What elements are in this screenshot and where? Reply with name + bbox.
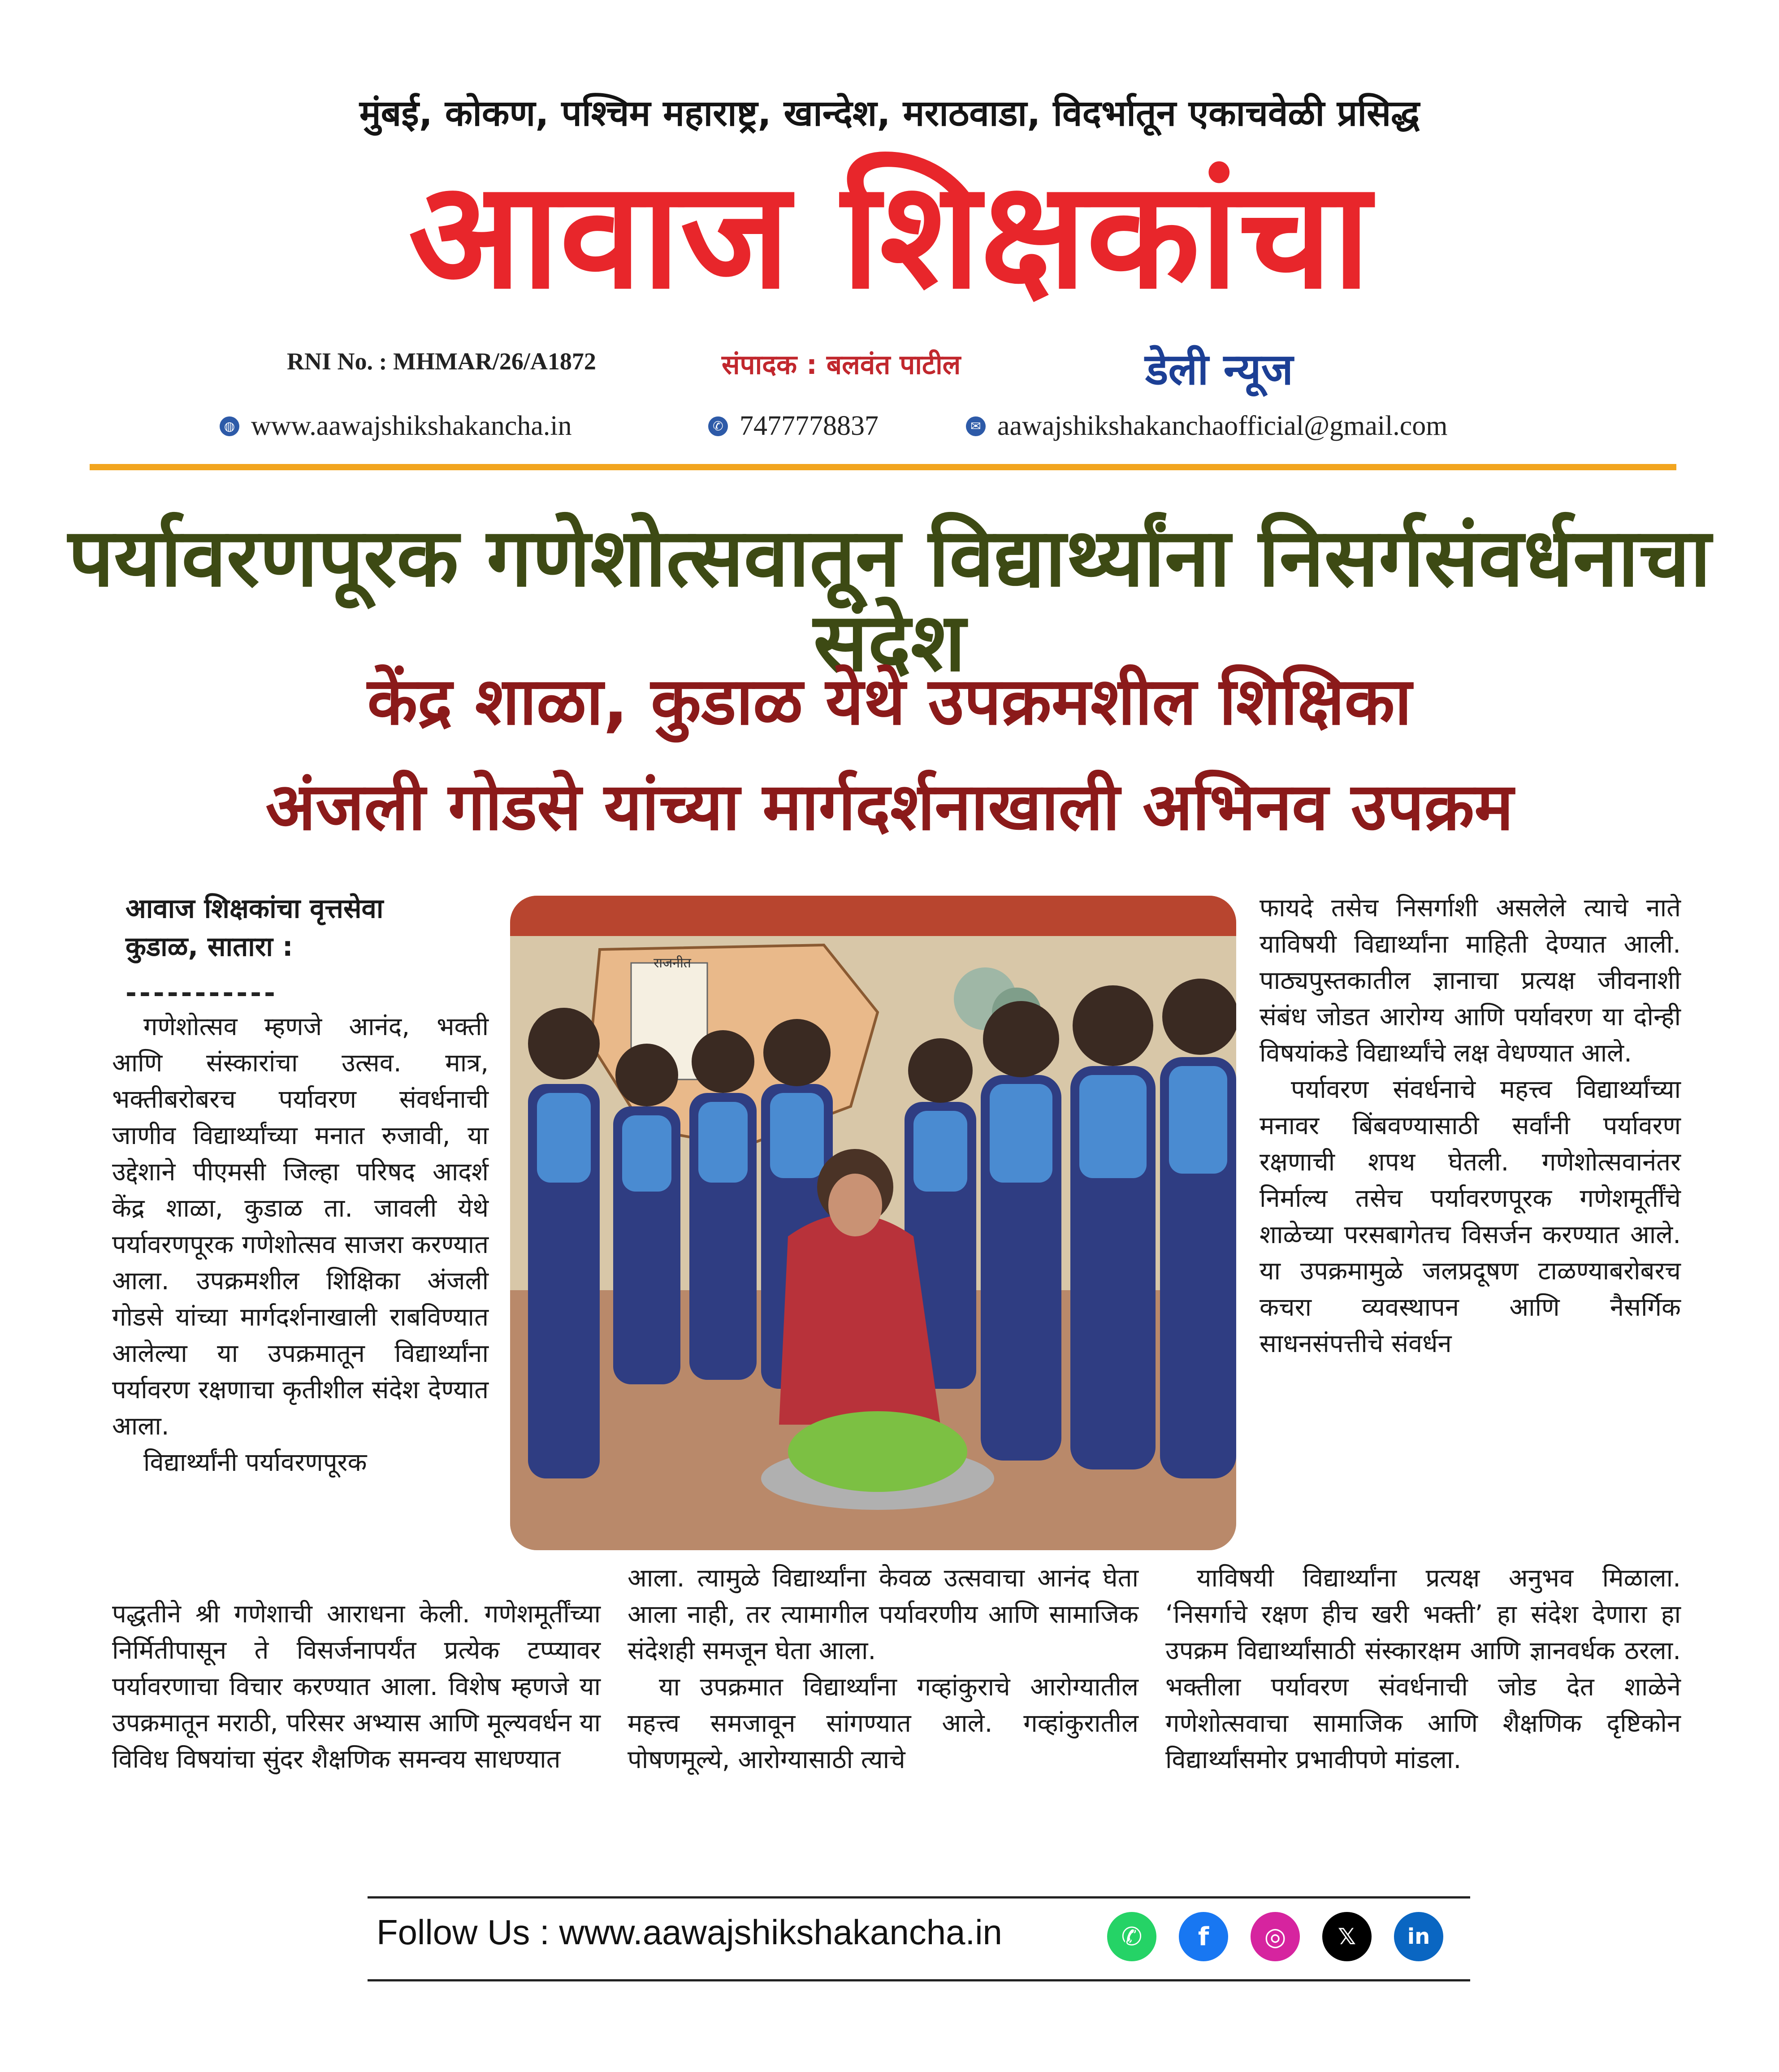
website-text[interactable]: www.aawajshikshakancha.in	[251, 411, 572, 441]
article-paragraph: फायदे तसेच निसर्गाशी असलेले त्याचे नाते याविषयी विद्यार्थ्यांना माहिती देण्यात आली. पाठ्यपुस्तकातील ज्ञानाचा प्रत्यक्ष जीवनाशी संबंध जोडत आरोग्य आणि पर्यावरण या दोन्ही विषयांकडे विद्यार्थ्यांचे लक्ष वेधण्यात आले.	[1260, 893, 1681, 1068]
phone-text[interactable]: 7477778837	[740, 411, 879, 441]
globe-icon: ◍	[220, 416, 239, 436]
classroom-photo-illustration	[510, 896, 1236, 1550]
article-column-3-lower	[1165, 1560, 1681, 1778]
map-label: राजनीत	[654, 955, 691, 971]
linkedin-icon[interactable]: in	[1394, 1912, 1443, 1961]
tagline: मुंबई, कोकण, पश्चिम महाराष्ट्र, खान्देश, मराठवाडा, विदर्भातून एकाचवेळी प्रसिद्ध	[359, 92, 1420, 134]
article-paragraph: गणेशोत्सव म्हणजे आनंद, भक्ती आणि संस्कारांचा उत्सव. मात्र, भक्तीबरोबरच पर्यावरण संवर्धनाची जाणीव विद्यार्थ्यांच्या मनात रुजावी, या उद्देशाने पीएमसी जिल्हा परिषद आदर्श केंद्र शाळा, कुडाळ ता. जावली येथे पर्यावरणपूरक गणेशोत्सव साजरा करण्यात आला. उपक्रमशील शिक्षिका अंजली गोडसे यांच्या मार्गदर्शनाखाली राबविण्यात आलेल्या या उपक्रमातून विद्यार्थ्यांना पर्यावरण रक्षणाचा कृतीशील संदेश देण्यात आला.	[112, 1012, 489, 1441]
follow-us-text[interactable]: Follow Us : www.aawajshikshakancha.in	[377, 1912, 1002, 1952]
article-column-3	[1260, 890, 1681, 1362]
article-paragraph: या उपक्रमात विद्यार्थ्यांना गव्हांकुराचे आरोग्यातील महत्त्व समजावून सांगण्यात आले. गव्हांकुरातील पोषणमूल्ये, आरोग्यासाठी त्याचे	[628, 1673, 1138, 1774]
article-column-1-lower	[112, 1596, 601, 1777]
article-paragraph: पर्यावरण संवर्धनाचे महत्त्व विद्यार्थ्यांच्या मनावर बिंबवण्यासाठी सर्वांनी पर्यावरण रक्षणाची शपथ घेतली. गणेशोत्सवानंतर निर्माल्य तसेच पर्यावरणपूरक गणेशमूर्तींचे शाळेच्या परसबागेतच विसर्जन करण्यात आले. या उपक्रमामुळे जलप्रदूषण टाळण्याबरोबरच कचरा व्यवस्थापन आणि नैसर्गिक साधनसंपत्तीचे संवर्धन	[1260, 1075, 1681, 1358]
article-column-1	[112, 1009, 489, 1481]
masthead-title: आवाज शिक्षकांचा	[408, 149, 1371, 321]
editor-name: संपादक : बलवंत पाटील	[722, 349, 961, 381]
rni-number: RNI No. : MHMAR/26/A1872	[287, 348, 596, 375]
phone-contact[interactable]	[708, 410, 879, 442]
footer-rule-top	[368, 1896, 1470, 1899]
headline: पर्यावरणपूरक गणेशोत्सवातून विद्यार्थ्यांना निसर्गसंवर्धनाचा संदेश	[68, 511, 1711, 689]
email-text[interactable]: aawajshikshakanchaofficial@gmail.com	[997, 411, 1448, 441]
phone-icon: ✆	[708, 416, 728, 436]
header-divider	[90, 464, 1676, 470]
article-column-2	[628, 1560, 1138, 1778]
whatsapp-icon[interactable]: ✆	[1107, 1912, 1156, 1961]
daily-news-label: डेली न्यूज	[1145, 344, 1293, 394]
article-paragraph: विद्यार्थ्यांनी पर्यावरणपूरक	[143, 1448, 367, 1477]
byline-agency: आवाज शिक्षकांचा वृत्तसेवा	[126, 893, 384, 924]
article-paragraph: आला. त्यामुळे विद्यार्थ्यांना केवळ उत्सवाचा आनंद घेता आला नाही, तर त्यामागील पर्यावरणीय आणि सामाजिक संदेशही समजून घेता आला.	[628, 1564, 1138, 1665]
byline-dashes: -----------	[126, 977, 278, 1009]
article-paragraph: याविषयी विद्यार्थ्यांना प्रत्यक्ष अनुभव मिळाला. ‘निसर्गाचे रक्षण हीच खरी भक्ती’ हा संदेश देणारा हा उपक्रम विद्यार्थ्यांसाठी संस्कारक्षम आणि ज्ञानवर्धक ठरला. भक्तीला पर्यावरण संवर्धनाची जोड देत शाळेने गणेशोत्सवाचा सामाजिक आणि शैक्षणिक दृष्टिकोन विद्यार्थ्यांसमोर प्रभावीपणे मांडला.	[1165, 1564, 1681, 1774]
footer-rule-bottom	[368, 1979, 1470, 1981]
article-paragraph: पद्धतीने श्री गणेशाची आराधना केली. गणेशमूर्तींच्या निर्मितीपासून ते विसर्जनापर्यंत प्रत्येक टप्प्यावर पर्यावरणाचा विचार करण्यात आला. विशेष म्हणजे या उपक्रमातून मराठी, परिसर अभ्यास आणि मूल्यवर्धन या विविध विषयांचा सुंदर शैक्षणिक समन्वय साधण्यात	[112, 1600, 601, 1774]
byline	[126, 890, 484, 966]
mail-icon: ✉	[966, 416, 986, 436]
article-photo	[510, 896, 1236, 1550]
subheadline-1: केंद्र शाळा, कुडाळ येथे उपक्रमशील शिक्षिका	[367, 663, 1412, 740]
byline-place: कुडाळ, सातारा :	[126, 931, 293, 962]
facebook-icon[interactable]: f	[1179, 1912, 1228, 1961]
x-icon[interactable]: 𝕏	[1322, 1912, 1372, 1961]
email-contact[interactable]	[966, 410, 1448, 442]
instagram-icon[interactable]: ◎	[1251, 1912, 1300, 1961]
website-contact[interactable]	[220, 410, 572, 442]
subheadline-2: अंजली गोडसे यांच्या मार्गदर्शनाखाली अभिनव उपक्रम	[265, 769, 1514, 845]
